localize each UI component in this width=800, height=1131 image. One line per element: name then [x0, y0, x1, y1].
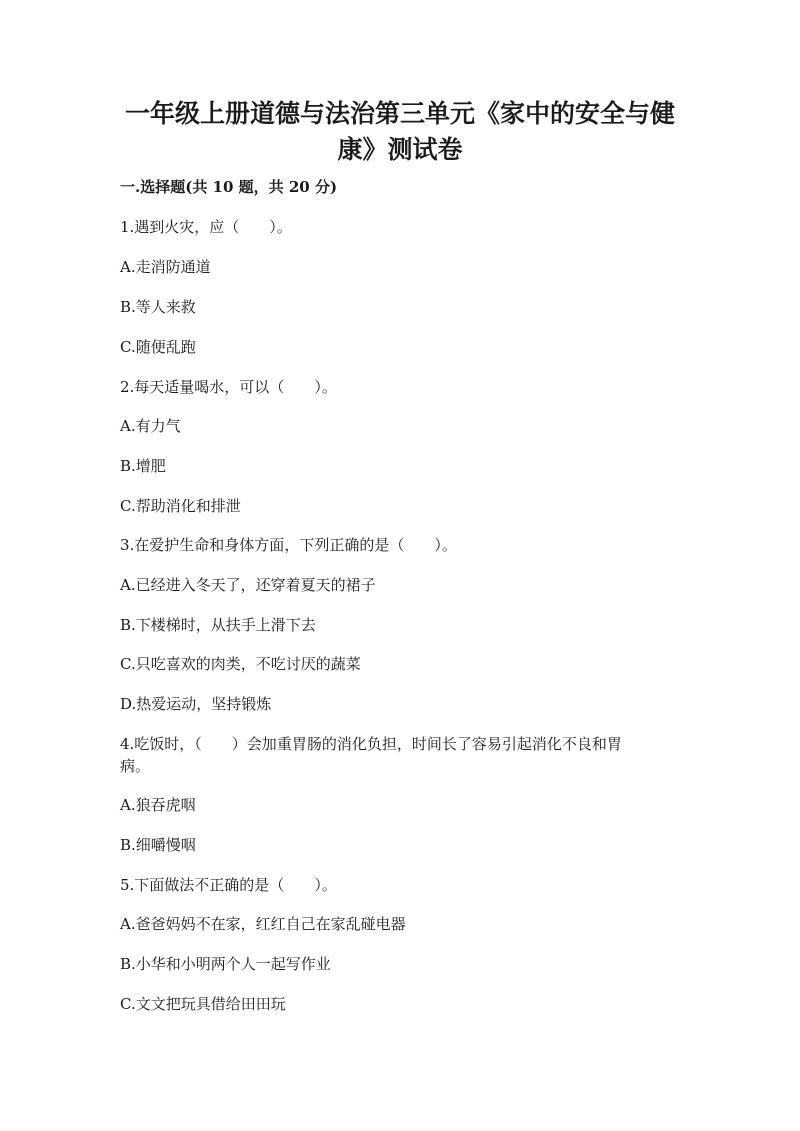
title-line-2: 康》测试卷: [337, 135, 463, 164]
question-2-option-a: A.有力气: [120, 417, 181, 435]
question-4-stem-line-1: 4.吃饭时，（ ）会加重胃肠的消化负担，时间长了容易引起消化不良和胃: [120, 735, 622, 753]
section-heading: 一.选择题(共 10 题，共 20 分): [120, 178, 338, 196]
question-5-stem: 5.下面做法不正确的是（ ）。: [120, 876, 337, 894]
question-3-option-c: C.只吃喜欢的肉类，不吃讨厌的蔬菜: [120, 655, 361, 673]
question-1-option-b: B.等人来救: [120, 298, 196, 316]
title-line-1: 一年级上册道德与法治第三单元《家中的安全与健: [124, 99, 675, 128]
question-1-stem: 1.遇到火灾，应（ ）。: [120, 218, 292, 236]
question-1-option-a: A.走消防通道: [120, 258, 211, 276]
question-2-stem: 2.每天适量喝水，可以（ ）。: [120, 378, 337, 396]
question-2-option-b: B.增肥: [120, 457, 166, 475]
question-4-option-b: B.细嚼慢咽: [120, 836, 196, 854]
question-4-stem-line-2: 病。: [120, 757, 151, 775]
question-1-option-c: C.随便乱跑: [120, 338, 196, 356]
question-4-option-a: A.狼吞虎咽: [120, 796, 196, 814]
question-5-option-a: A.爸爸妈妈不在家，红红自己在家乱碰电器: [120, 915, 406, 933]
question-5-option-c: C.文文把玩具借给田田玩: [120, 995, 286, 1013]
question-5-option-b: B.小华和小明两个人一起写作业: [120, 955, 331, 973]
question-3-option-a: A.已经进入冬天了，还穿着夏天的裙子: [120, 576, 376, 594]
question-3-option-b: B.下楼梯时，从扶手上滑下去: [120, 616, 316, 634]
question-2-option-c: C.帮助消化和排泄: [120, 497, 241, 515]
document-title: [100, 96, 700, 168]
question-3-stem: 3.在爱护生命和身体方面，下列正确的是（ ）。: [120, 536, 457, 554]
question-3-option-d: D.热爱运动，坚持锻炼: [120, 695, 272, 713]
